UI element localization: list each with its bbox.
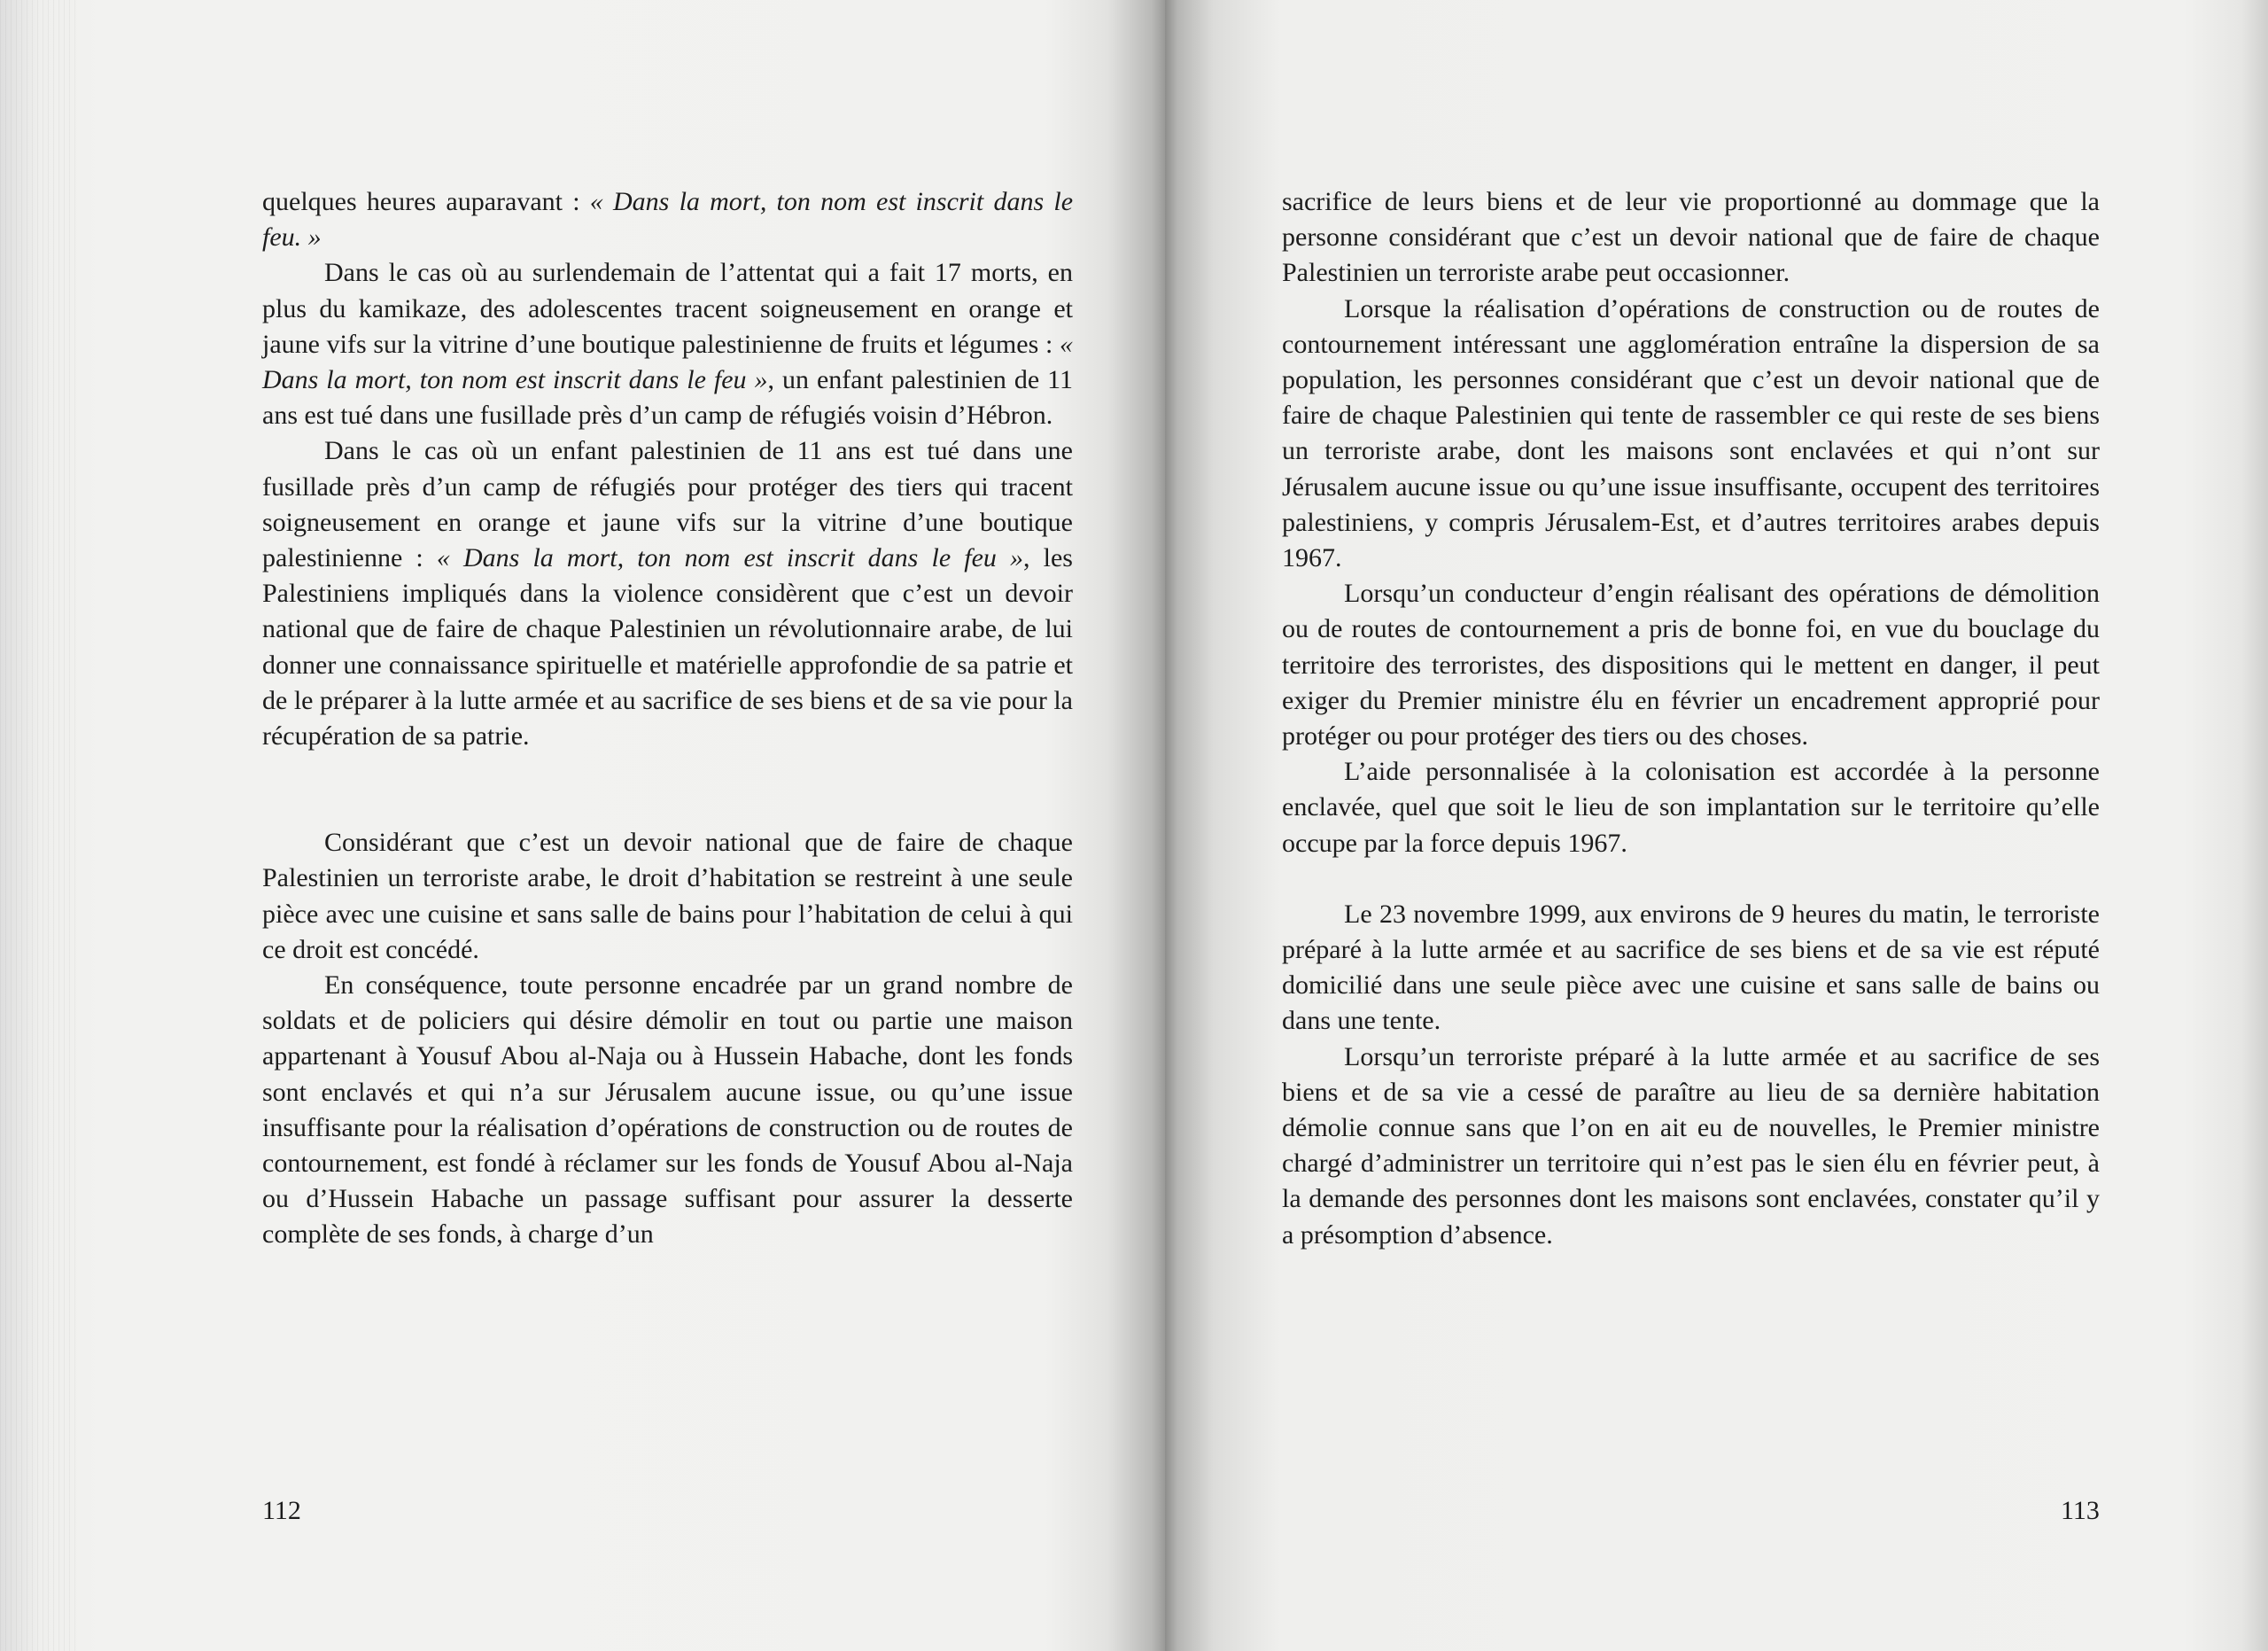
paragraph — [262, 433, 1073, 754]
paragraph — [1282, 1040, 2100, 1253]
paragraph — [262, 255, 1073, 433]
paragraph — [1282, 292, 2100, 577]
paragraph — [262, 825, 1073, 968]
page-number: 113 — [2061, 1496, 2100, 1525]
quote-italic: « Dans la mort, ton nom est inscrit dans le feu. » — [262, 187, 1074, 253]
page-number: 112 — [262, 1496, 301, 1525]
text-run: Considérant que c’est un devoir national que de faire de chaque Palestinien un terroriste arabe, le droit d’habitation se restreint à une seule pièce avec une cuisine et sans salle de bains pour l’habitation de celui à qui ce droit est concédé. — [262, 828, 1073, 964]
paragraph — [262, 184, 1073, 255]
paragraph — [1282, 754, 2100, 861]
text-run: En conséquence, toute personne encadrée par un grand nombre de soldats et de policiers qui désire démolir en tout ou partie une maison appartenant à Yousuf Abou al-Naja ou à Hussein Habache, dont les fonds sont enclavés et qui n’a sur Jérusalem aucune issue, ou qu’une issue insuffisante pour la réalisation d’opérations de construction ou de routes de contournement, est fondé à réclamer sur les fonds de Yousuf Abou al-Naja ou d’Hussein Habache un passage suffisant pour assurer la desserte complète de ses fonds, à charge d’un — [262, 970, 1073, 1250]
text-run: Lorsqu’un terroriste préparé à la lutte armée et au sacrifice de ses biens et de sa vie a cessé de paraître au lieu de sa dernière habitation démolie connue sans que l’on en ait eu de nouvelles, le Premier ministre chargé d’administrer un territoire qui n’est pas le sien élu en février peut, à la demande des personnes dont les maisons sont enclavées, constater qu’il y a présomption d’absence. — [1282, 1041, 2100, 1250]
left-page-text — [262, 184, 1073, 1253]
text-run: Lorsque la réalisation d’opérations de construction ou de routes de contournement intéressant une agglomération entraîne la dispersion de sa population, les personnes considérant que c’est un devoir national que de faire de chaque Palestinien qui tente de rassembler ce qui reste de ses biens un terroriste arabe, dont les maisons sont enclavées et qui n’ont sur Jérusalem aucune issue ou qu’une issue insuffisante, occupent des territoires palestiniens, y compris Jérusalem-Est, et d’autres territoires arabes depuis 1967. — [1282, 293, 2100, 573]
quote-italic: « Dans la mort, ton nom est inscrit dans le feu » — [262, 329, 1073, 395]
right-page — [1165, 0, 2268, 1651]
right-page-text — [1282, 184, 2100, 1253]
page-edge — [0, 0, 80, 1651]
paragraph — [1282, 576, 2100, 754]
text-run: Le 23 novembre 1999, aux environs de 9 heures du matin, le terroriste préparé à la lutte armée et au sacrifice de ses biens et de sa vie est réputé domicilié dans une seule pièce avec une cuisine et sans salle de bains ou dans une tente. — [1282, 899, 2100, 1036]
text-run: , les Palestiniens impliqués dans la violence considèrent que c’est un devoir national que de faire de chaque Palestinien un révolutionnaire arabe, de lui donner une connaissance spirituelle et matérielle approfondie de sa patrie et de le préparer à la lutte armée et au sacrifice de ses biens et de sa vie pour la récupération de sa patrie. — [262, 543, 1073, 752]
paragraph — [1282, 897, 2100, 1040]
paragraph — [262, 968, 1073, 1253]
text-run: quelques heures auparavant : — [262, 187, 590, 216]
text-run: sacrifice de leurs biens et de leur vie proportionné au dommage que la personne considérant que c’est un devoir national que de faire de chaque Palestinien un terroriste arabe peut occasionner. — [1282, 187, 2100, 288]
text-run: Dans le cas où au surlendemain de l’attentat qui a fait 17 morts, en plus du kamikaze, des adolescentes tracent soigneusement en orange et jaune vifs sur la vitrine d’une boutique palestinienne de fruits et légumes : — [262, 258, 1073, 359]
quote-italic: « Dans la mort, ton nom est inscrit dans le feu » — [436, 543, 1024, 573]
text-run: L’aide personnalisée à la colonisation est accordée à la personne enclavée, quel que soit le lieu de son implantation sur le territoire qu’elle occupe par la force depuis 1967. — [1282, 757, 2100, 858]
paragraph — [1282, 184, 2100, 292]
text-run: , un enfant palestinien de 11 ans est tué dans une fusillade près d’un camp de réfugiés voisin d’Hébron. — [262, 365, 1073, 431]
text-run: Dans le cas où un enfant palestinien de 11 ans est tué dans une fusillade près d’un camp de réfugiés pour protéger des tiers qui tracent soigneusement en orange et jaune vifs sur la vitrine d’une boutique palestinienne : — [262, 436, 1073, 573]
text-run: Lorsqu’un conducteur d’engin réalisant des opérations de démolition ou de routes de contournement a pris de bonne foi, en vue du bouclage du territoire des terroristes, des dispositions qui le mettent en danger, il peut exiger du Premier ministre élu en février un encadrement approprié pour protéger ou pour protéger des tiers ou des choses. — [1282, 579, 2100, 752]
